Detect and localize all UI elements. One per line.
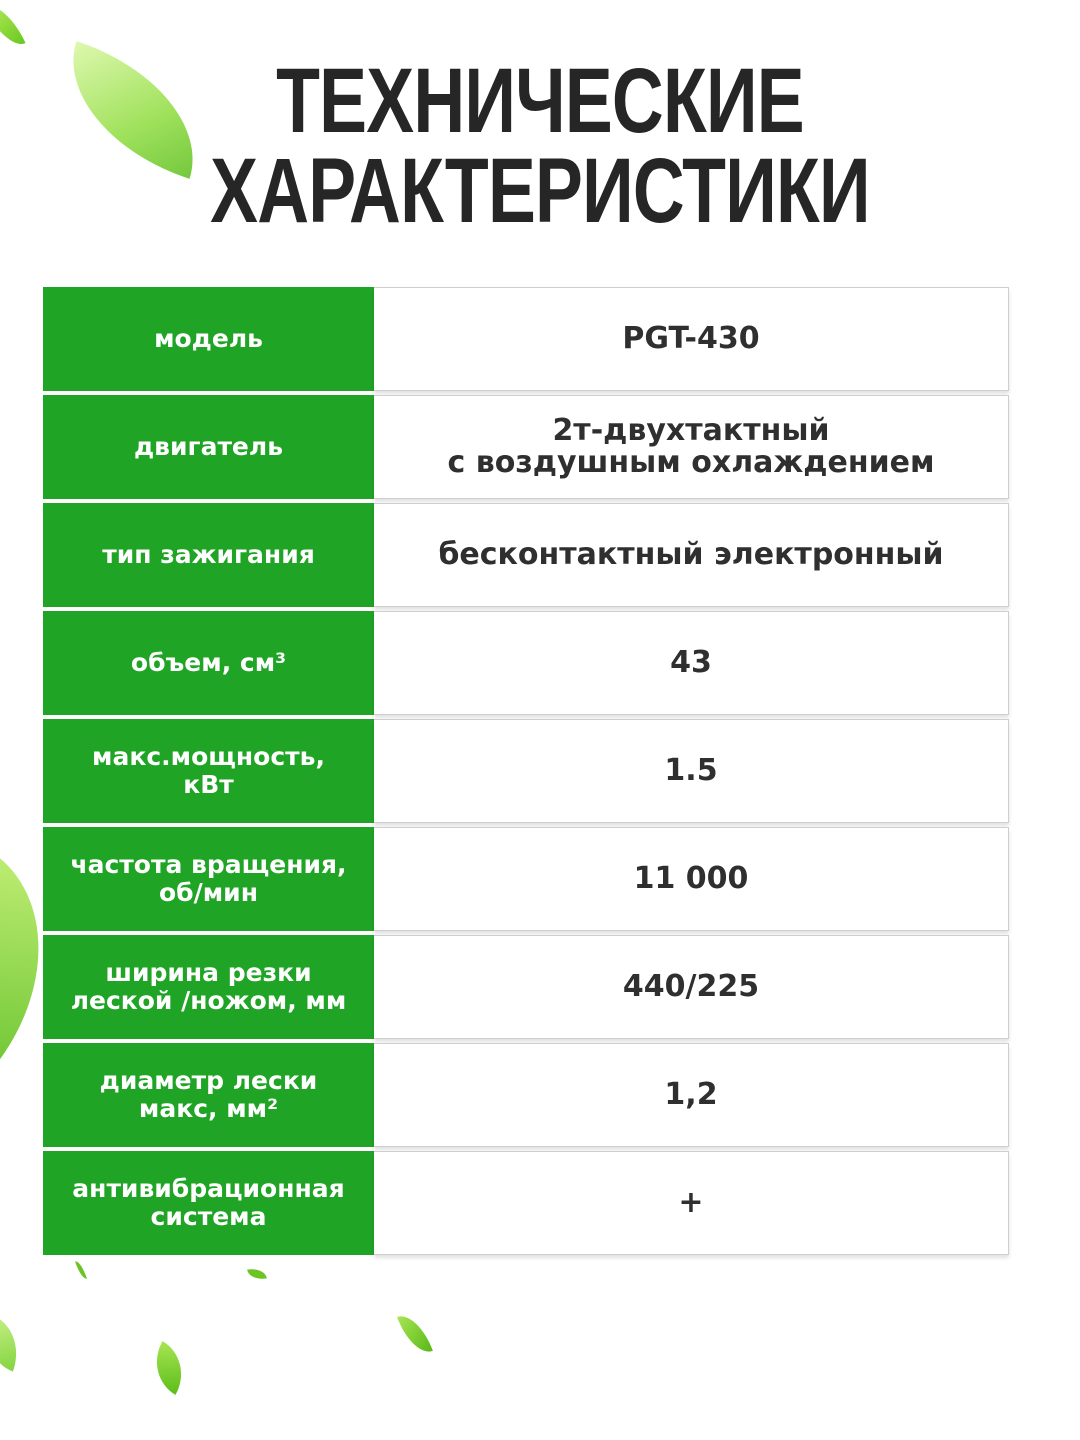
leaf-decoration bbox=[0, 1315, 29, 1372]
spec-label: антивибрационная система bbox=[43, 1151, 374, 1255]
leaf-decoration bbox=[247, 1267, 267, 1282]
spec-value: 440/225 bbox=[374, 935, 1009, 1039]
spec-value: бесконтактный электронный bbox=[374, 503, 1009, 607]
spec-row-model bbox=[43, 287, 1009, 391]
leaf-decoration bbox=[143, 1341, 196, 1395]
spec-label: двигатель bbox=[43, 395, 374, 499]
spec-label: тип зажигания bbox=[43, 503, 374, 607]
spec-label: модель bbox=[43, 287, 374, 391]
leaf-decoration bbox=[75, 1260, 87, 1281]
spec-value: 2т-двухтактный с воздушным охлаждением bbox=[374, 395, 1009, 499]
leaf-decoration bbox=[0, 0, 26, 52]
spec-value: 11 000 bbox=[374, 827, 1009, 931]
spec-label: макс.мощность, кВт bbox=[43, 719, 374, 823]
spec-label: диаметр лески макс, мм² bbox=[43, 1043, 374, 1147]
spec-value: + bbox=[374, 1151, 1009, 1255]
spec-value: 43 bbox=[374, 611, 1009, 715]
page-title bbox=[0, 50, 1080, 242]
spec-row-antivibration bbox=[43, 1151, 1009, 1255]
spec-row-power bbox=[43, 719, 1009, 823]
spec-value: PGT-430 bbox=[374, 287, 1009, 391]
spec-label: объем, см³ bbox=[43, 611, 374, 715]
page-title-line-1: ТЕХНИЧЕСКИЕ bbox=[276, 50, 804, 152]
spec-row-displacement bbox=[43, 611, 1009, 715]
spec-value: 1,2 bbox=[374, 1043, 1009, 1147]
leaf-decoration bbox=[397, 1310, 433, 1359]
spec-table bbox=[43, 287, 1009, 1255]
spec-label: частота вращения, об/мин bbox=[43, 827, 374, 931]
spec-label: ширина резки леской /ножом, мм bbox=[43, 935, 374, 1039]
page-title-line-2: ХАРАКТЕРИСТИКИ bbox=[210, 140, 870, 242]
spec-row-line-diameter bbox=[43, 1043, 1009, 1147]
spec-row-rpm bbox=[43, 827, 1009, 931]
spec-value: 1.5 bbox=[374, 719, 1009, 823]
spec-row-ignition bbox=[43, 503, 1009, 607]
spec-row-cutting-width bbox=[43, 935, 1009, 1039]
spec-row-engine bbox=[43, 395, 1009, 499]
